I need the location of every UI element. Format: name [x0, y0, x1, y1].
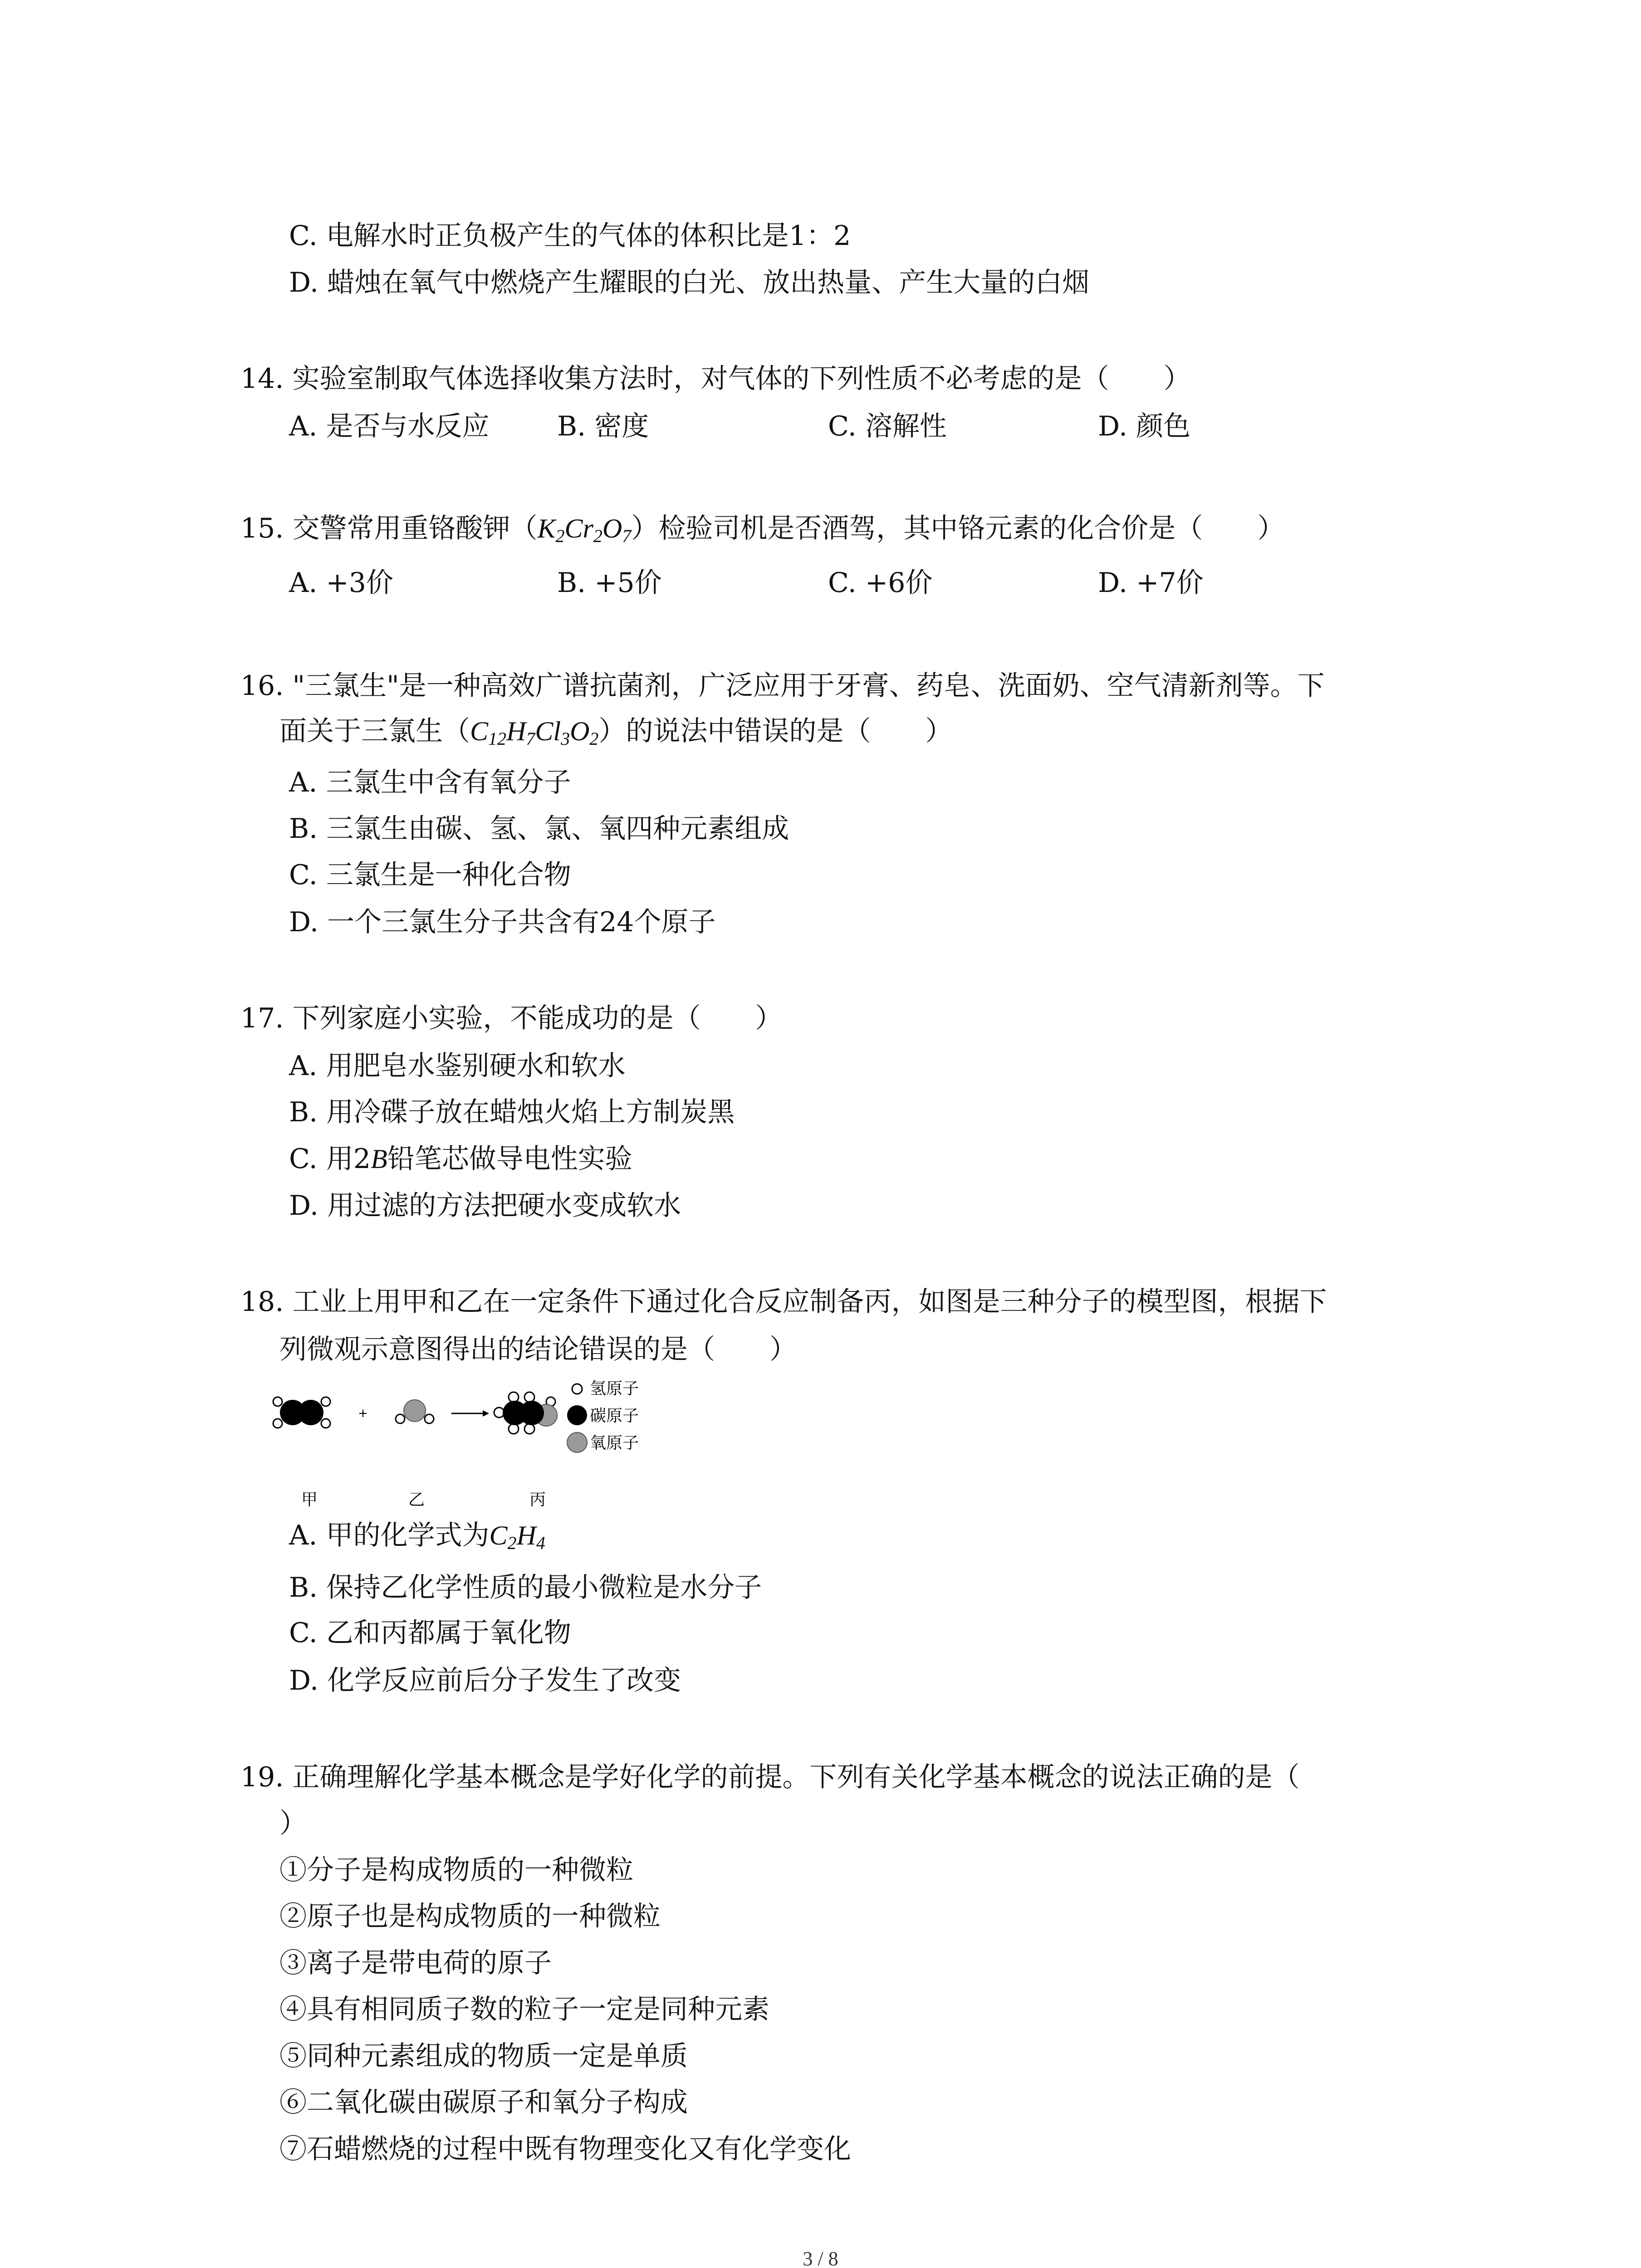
q15-options: [0, 565, 1641, 601]
molecule-bing: [494, 1392, 557, 1434]
q19-item-7: ⑦石蜡燃烧的过程中既有物理变化又有化学变化: [279, 2133, 851, 2165]
q15-option-d: D. +7价: [1098, 567, 1204, 599]
legend-hydrogen: 氢原子: [590, 1379, 639, 1398]
q17-option-a: A. 用肥皂水鉴别硬水和软水: [289, 1050, 626, 1082]
molecule-yi: [396, 1400, 434, 1423]
formula-triclosan: $C_{12}H_7Cl_3O_2$: [470, 716, 599, 749]
q15-option-b: B. +5价: [557, 567, 662, 599]
reaction-arrow: [451, 1410, 489, 1417]
q14-option-d: D. 颜色: [1098, 411, 1191, 442]
label-yi: 乙: [408, 1491, 425, 1509]
formula-c2h4: $C_2H_4$: [489, 1520, 545, 1553]
diagram-legend: [567, 1379, 639, 1452]
q18-option-c: C. 乙和丙都属于氧化物: [289, 1617, 571, 1649]
q17-option-c: C. 用2B铅笔芯做导电性实验: [289, 1143, 632, 1175]
q18-stem-line1: 18. 工业上用甲和乙在一定条件下通过化合反应制备丙，如图是三种分子的模型图，根据下: [240, 1286, 1327, 1318]
q14-stem: 14. 实验室制取气体选择收集方法时，对气体的下列性质不必考虑的是（ ）: [240, 363, 1191, 395]
q18-option-d: D. 化学反应前后分子发生了改变: [289, 1665, 681, 1696]
q19-item-5: ⑤同种元素组成的物质一定是单质: [279, 2040, 688, 2072]
q18-option-b: B. 保持乙化学性质的最小微粒是水分子: [289, 1572, 762, 1603]
q13-option-d: D. 蜡烛在氧气中燃烧产生耀眼的白光、放出热量、产生大量的白烟: [289, 267, 1090, 298]
q18-option-a: A. 甲的化学式为$C_2H_4$: [289, 1520, 545, 1553]
q19-item-3: ③离子是带电荷的原子: [279, 1947, 552, 1979]
q19-item-6: ⑥二氧化碳由碳原子和氧分子构成: [279, 2087, 688, 2118]
q19-item-1: ①分子是构成物质的一种微粒: [279, 1854, 633, 1886]
q16-option-d: D. 一个三氯生分子共含有24个原子: [289, 906, 716, 938]
molecule-model-diagram: [272, 1379, 771, 1515]
q15-option-a: A. +3价: [289, 567, 393, 599]
q15-option-c: C. +6价: [828, 567, 933, 599]
label-bing: 丙: [529, 1491, 546, 1509]
q16-option-b: B. 三氯生由碳、氢、氯、氧四种元素组成: [289, 813, 789, 845]
q16-stem-line1: 16. "三氯生"是一种高效广谱抗菌剂，广泛应用于牙膏、药皂、洗面奶、空气清新剂等。下: [240, 670, 1325, 702]
q14-option-a: A. 是否与水反应: [289, 411, 490, 442]
molecule-jia: [273, 1397, 330, 1428]
formula-k2cr2o7: $K_2Cr_2O_7$: [537, 513, 632, 546]
q18-stem-line2: 列微观示意图得出的结论错误的是（ ）: [279, 1334, 797, 1365]
q17-option-d: D. 用过滤的方法把硬水变成软水: [289, 1190, 681, 1222]
q15-stem: 15. 交警常用重铬酸钾$(K_2Cr_2O_7)$检验司机是否酒驾，其中铬元素的化合价是（ ）: [240, 513, 1285, 546]
plus-sign: +: [358, 1407, 368, 1420]
page-number: 3 / 8: [803, 2248, 838, 2268]
legend-carbon: 碳原子: [590, 1407, 639, 1425]
q16-stem-line2: 面关于三氯生$(C_{12}H_7Cl_3O_2)$的说法中错误的是（ ）: [279, 715, 953, 749]
q14-options: [0, 408, 1641, 445]
legend-oxygen: 氧原子: [590, 1434, 639, 1452]
q19-item-4: ④具有相同质子数的粒子一定是同种元素: [279, 1994, 769, 2025]
q13-option-c: C. 电解水时正负极产生的气体的体积比是1：2: [289, 220, 851, 252]
q19-item-2: ②原子也是构成物质的一种微粒: [279, 1901, 661, 1932]
q14-option-b: B. 密度: [557, 411, 649, 442]
q17-option-b: B. 用冷碟子放在蜡烛火焰上方制炭黑: [289, 1096, 735, 1128]
q16-option-c: C. 三氯生是一种化合物: [289, 859, 571, 891]
q19-stem-line2: ）: [279, 1808, 307, 1839]
q19-stem-line1: 19. 正确理解化学基本概念是学好化学的前提。下列有关化学基本概念的说法正确的是（: [240, 1761, 1300, 1793]
q17-stem: 17. 下列家庭小实验，不能成功的是（ ）: [240, 1002, 783, 1034]
label-jia: 甲: [301, 1491, 318, 1509]
q16-option-a: A. 三氯生中含有氧分子: [289, 767, 571, 798]
q14-option-c: C. 溶解性: [828, 411, 947, 442]
